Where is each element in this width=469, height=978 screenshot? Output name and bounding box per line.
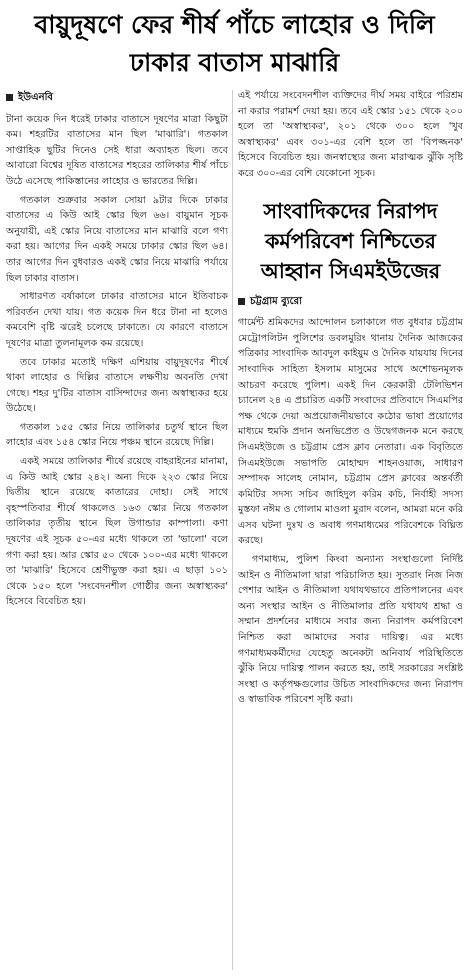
article2-headline-line1: সাংবাদিকদের নিরাপদ <box>263 198 438 223</box>
article2-byline <box>238 294 463 310</box>
main-headline-line1: বায়ুদূষণে ফের শীর্ষ পাঁচে লাহোর ও দিলি <box>34 10 435 39</box>
article2-headline-line3: আহ্বান সিএমইউজের <box>260 258 441 283</box>
article1-paragraph: গতকাল ১৫৫ স্কোর নিয়ে তালিকার চতুর্থ স্থানে ছিল লাহোর এবং ১৫৪ স্কোর নিয়ে পঞ্চম স্থানে রয়েছে দিল্লি। <box>6 421 228 449</box>
article1-paragraph: তবে ঢাকার মতোই দক্ষিণ এশিয়ায় বায়ুদূষণের শীর্ষে থাকা লাহোর ও দিল্লির বাতাসে লক্ষণীয় অবনতি দেখা গেছে। শহর দু'টির বাতাস বাসিন্দাদের জন্য অস্বাস্থ্যকর হয়ে উঠেছে। <box>6 356 228 415</box>
article2-paragraph: গণমাধ্যম, পুলিশ কিংবা অন্যান্য সংস্থাগুলো নির্দিষ্ট আইন ও নীতিমালা দ্বারা পরিচালিত হয়। সুতরাং নিজ নিজ পেশার আইন ও নীতিমালা যথাযথভাবে প্রতিপালনের এবং অন্য সংস্থার আইন ও নীতিমালার প্রতি যথাযথ শ্রদ্ধা ও সম্মান প্রদর্শনের মাধ্যমে সবার জন্য নিরাপদ কর্মপরিবেশ নিশ্চিত করা আমাদের সবার দায়িত্ব। এর মধ্যে গণমাধ্যমকর্মীদের যেহেতু অনেকটা অনিবার্য পরিস্থিতিতে ঝুঁকি নিয়ে দায়িত্ব পালন করতে হয়, তাই সরকারের সংশ্লিষ্ট সংস্থা ও কর্তৃপক্ষগুলোর উচিত সাংবাদিকদের জন্য নিরাপদ ও স্বাভাবিক পরিবেশ সৃষ্টি করা। <box>238 554 463 706</box>
article2-headline <box>238 196 463 286</box>
article1-paragraph: গতকাল শুক্রবার সকাল সোয়া ৯টার দিকে ঢাকার বাতাসের এ কিউ আই স্কোর ছিল ৬৬। বায়ুমান সূচক অনুযায়ী, এই স্কোর নিয়ে বাতাসের মান মাঝারি বলে গণ্য করা হয়। আগের দিন একই সময়ে ঢাকার স্কোর ছিল ৬৪। তার আগের দিন বুধবারও একই স্কোর নিয়ে মাঝারি পর্যায়ে ছিল ঢাকার বাতাস। <box>6 194 228 284</box>
article1-paragraph: একই সময়ে তালিকার শীর্ষে রয়েছে বাহরাইনের মানামা, এ কিউ আই স্কোর ২৪২। অন্য দিকে ২২৩ স্কোর নিয়ে দ্বিতীয় স্থানে রয়েছে কাতারের দোহা। সেই সাথে বৃহস্পতিবার শীর্ষে থাকলেও ১৬৩ স্কোর নিয়ে গতকাল তালিকার তৃতীয় স্থানে ছিল উগান্ডার কাম্পালা। কণা দূষণের এই সূচক ৫০-এর মধ্যে থাকলে তা 'ভালো' বলে গণ্য করা হয়। আর স্কোর ৫০ থেকে ১০০-এর মধ্যে থাকলে তা 'মাঝারি' হিসেবে শ্রেণীভুক্ত করা হয়। এ ছাড়া ১০১ থেকে ১৫০ হলে 'সংবেদনশীল গোষ্ঠীর জন্য অস্বাস্থ্যকর' হিসেবে বিবেচিত হয়। <box>6 456 228 608</box>
column-divider <box>232 90 233 970</box>
article2-paragraph: গার্মেন্ট শ্রমিকদের আন্দোলন চলাকালে গত বুধবার চট্টগ্রাম মেট্রোপলিটন পুলিশের ডবলমুরিং থানায় দৈনিক আজকের পত্রিকার সাংবাদিক আবদুল কাইয়ুম ও দৈনিক যায়যায় দিনের সাংবাদিক সাহিত্য ইসলাম মাসুমের সাথে অশোভনমূলক আচরণ করেছে পুলিশ। একই দিন কেরকারী টেলিভিশন চ্যানেল ২৪ এ প্রচারিত একটি সংবাদের প্রতিবাদে সিএমপির পক্ষ থেকে দেয়া অপ্রয়োজনীয়ভাবে কঠোর ভাষা প্রয়োগের মাধ্যমে হুমকি প্রদান অনভিপ্রেত ও উদ্বেগজনক মনে করছে সিএমইউজে ও চট্টগ্রাম প্রেস ক্লাব নেতারা। এক বিবৃতিতে সিএমইউজে সভাপতি মোহাম্মদ শাহনওয়াজ, সাধারণ সম্পাদক সালেহ নোমান, চট্টগ্রাম প্রেস ক্লাবের অন্তর্বর্তী কমিটির সদস্য সচিব জাহিদুল করিম কচি, নির্বাহী সদস্য মুস্তফা নঈম ও গোলাম মাওলা মুরাদ বলেন, আমরা মনে করি এসব ঘটনা দুঃখ ও অবাধ গণমাধ্যমের পরিবেশকে বিঘ্নিত করছে। <box>238 317 463 547</box>
article1-continued: এই পর্যায়ে সংবেদনশীল ব্যক্তিদের দীর্ঘ সময় বাইরে পরিশ্রম না করার পরামর্শ দেয়া হয়। তবে এই স্কোর ১৫১ থেকে ২০০ হলে তা 'অস্বাস্থ্যকর', ২০১ থেকে ৩০০ হলে 'খুব অস্বাস্থ্যকর' এবং ৩০১-এর বেশি হলে তা 'বিপজ্জনক' হিসেবে বিবেচিত হয়। জনস্বাস্থ্যের জন্য মারাত্মক ঝুঁকি সৃষ্টি করে ৩০০-এর বেশি যেকোনো সূচক। <box>238 90 463 179</box>
article1-paragraph: সাধারণত বর্ষাকালে ঢাকার বাতাসের মানে ইতিবাচক পরিবর্তন দেখা যায়। গত কয়েক দিন ধরে টানা না হলেও কমবেশি বৃষ্টি ঝরেই চলেছে ঢাকাতে। যে কারণে বাতাসে দূষণের মাত্রা তুলনামূলক কম রয়েছে। <box>6 291 228 349</box>
main-headline <box>0 6 469 82</box>
right-column <box>238 88 463 711</box>
article2-byline-text: চট্টগ্রাম ব্যুরো <box>250 295 303 307</box>
article1-byline-text: ইউএনবি <box>18 92 53 103</box>
article2-headline-line2: কর্মপরিবেশ নিশ্চিতের <box>265 228 436 253</box>
main-headline-line2: ঢাকার বাতাস মাঝারি <box>129 48 340 77</box>
byline-square-icon <box>238 298 245 305</box>
article1-paragraph: টানা কয়েক দিন ধরেই ঢাকার বাতাসে দূষণের মাত্রা কিছুটা কম। শহরটির বাতাসের মান ছিল 'মাঝারি'। গতকাল সাপ্তাহিক ছুটির দিনেও সেই ধারা অব্যাহত ছিল। তবে আবারো বিশ্বের দূষিত বাতাসের শহরের তালিকার শীর্ষ পাঁচে উঠে এসেছে পাকিস্তানের লাহোর ও ভারতের দিল্লি। <box>6 113 228 187</box>
article1-column <box>6 90 228 613</box>
byline-square-icon <box>6 94 13 101</box>
article1-byline <box>6 90 228 106</box>
